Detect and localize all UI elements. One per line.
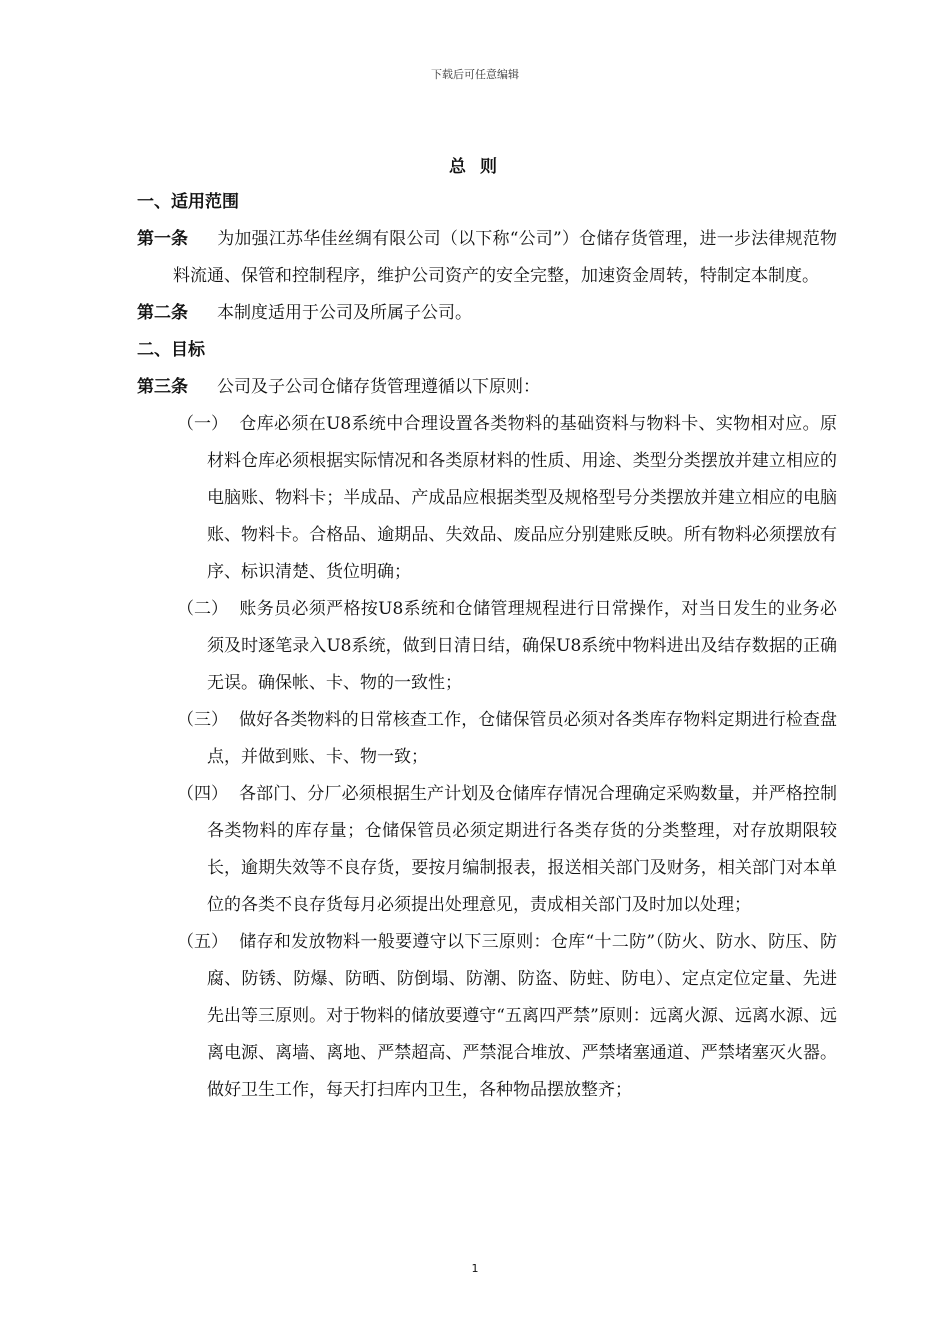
article-label: 第三条 bbox=[137, 377, 188, 397]
list-item bbox=[137, 591, 837, 702]
item-label: （一） bbox=[177, 414, 228, 434]
page-number: 1 bbox=[471, 1262, 479, 1275]
article-1 bbox=[137, 221, 837, 295]
section-heading-goals: 二、目标 bbox=[137, 340, 205, 360]
list-item bbox=[137, 702, 837, 776]
item-label: （三） bbox=[177, 710, 228, 730]
item-text: 账务员必须严格按U8系统和仓储管理规程进行日常操作，对当日发生的业务必须及时逐笔录入U8系统，做到日清日结，确保U8系统中物料进出及结存数据的正确无误。确保帐、卡、物的一致性； bbox=[207, 599, 837, 693]
item-text: 做好各类物料的日常核查工作，仓储保管员必须对各类库存物料定期进行检查盘点，并做到账、卡、物一致； bbox=[207, 710, 837, 767]
article-label: 第二条 bbox=[137, 303, 188, 323]
list-item bbox=[137, 924, 837, 1109]
document-body bbox=[137, 184, 837, 1109]
article-text: 为加强江苏华佳丝绸有限公司（以下称“公司”）仓储存货管理，进一步法律规范物料流通、保管和控制程序，维护公司资产的安全完整，加速资金周转，特制定本制度。 bbox=[173, 229, 837, 286]
article-text: 公司及子公司仓储存货管理遵循以下原则： bbox=[217, 377, 540, 397]
article-text: 本制度适用于公司及所属子公司。 bbox=[217, 303, 472, 323]
article-3 bbox=[137, 369, 837, 406]
page-header: 下载后可任意编辑 bbox=[431, 68, 519, 81]
item-text: 各部门、分厂必须根据生产计划及仓储库存情况合理确定采购数量，并严格控制各类物料的库存量；仓储保管员必须定期进行各类存货的分类整理，对存放期限较长，逾期失效等不良存货，要按月编制报表，报送相关部门及财务，相关部门对本单位的各类不良存货每月必须提出处理意见，责成相关部门及时加以处理； bbox=[207, 784, 837, 915]
item-label: （四） bbox=[177, 784, 228, 804]
list-item bbox=[137, 776, 837, 924]
item-text: 仓库必须在U8系统中合理设置各类物料的基础资料与物料卡、实物相对应。原材料仓库必须根据实际情况和各类原材料的性质、用途、类型分类摆放并建立相应的电脑账、物料卡；半成品、产成品应根据类型及规格型号分类摆放并建立相应的电脑账、物料卡。合格品、逾期品、失效品、废品应分别建账反映。所有物料必须摆放有序、标识清楚、货位明确； bbox=[207, 414, 837, 582]
article-label: 第一条 bbox=[137, 229, 188, 249]
item-label: （二） bbox=[177, 599, 228, 619]
document-title: 总 则 bbox=[449, 157, 501, 177]
section-heading-scope: 一、适用范围 bbox=[137, 192, 239, 212]
item-text: 储存和发放物料一般要遵守以下三原则：仓库“十二防”（防火、防水、防压、防腐、防锈、防爆、防晒、防倒塌、防潮、防盗、防蛀、防电）、定点定位定量、先进先出等三原则。对于物料的储放要遵守“五离四严禁”原则：远离火源、远离水源、远离电源、离墙、离地、严禁超高、严禁混合堆放、严禁堵塞通道、严禁堵塞灭火器。做好卫生工作，每天打扫库内卫生，各种物品摆放整齐； bbox=[207, 932, 837, 1100]
list-item bbox=[137, 406, 837, 591]
article-2 bbox=[137, 295, 837, 332]
item-label: （五） bbox=[177, 932, 228, 952]
